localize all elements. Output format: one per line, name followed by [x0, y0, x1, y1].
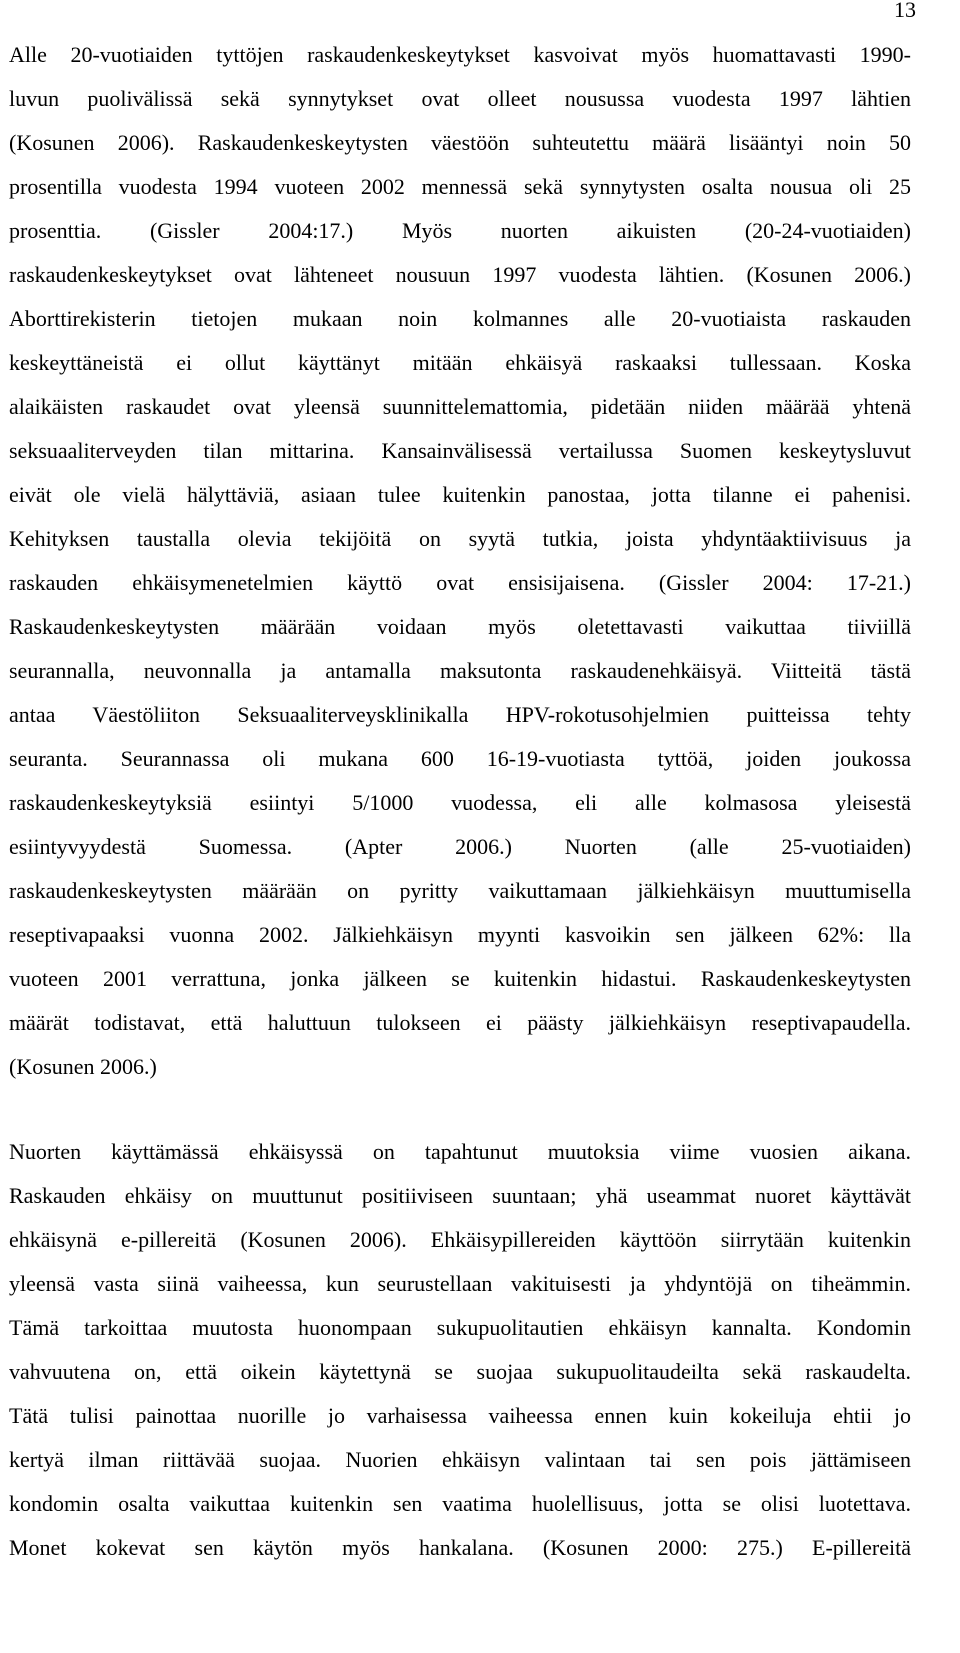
text-line: antaa Väestöliiton Seksuaaliterveysklinikalla HPV-rokotusohjelmien puitteissa tehty: [9, 702, 911, 727]
text-line: prosentilla vuodesta 1994 vuoteen 2002 mennessä sekä synnytysten osalta nousua oli 25: [9, 174, 911, 199]
text-line: vuoteen 2001 verrattuna, jonka jälkeen se kuitenkin hidastui. Raskaudenkeskeytysten: [9, 966, 911, 991]
paragraph-2: [9, 1130, 911, 1570]
text-line: raskaudenkeskeytysten määrään on pyritty vaikuttamaan jälkiehkäisyn muuttumisella: [9, 878, 911, 903]
text-line: Nuorten käyttämässä ehkäisyssä on tapahtunut muutoksia viime vuosien aikana.: [9, 1139, 911, 1164]
paragraph-1: [9, 33, 911, 1089]
text-line: seksuaaliterveyden tilan mittarina. Kansainvälisessä vertailussa Suomen keskeytysluvut: [9, 438, 911, 463]
text-line: yleensä vasta siinä vaiheessa, kun seurustellaan vakituisesti ja yhdyntöjä on tiheämmin.: [9, 1271, 911, 1296]
text-line: määrät todistavat, että haluttuun tulokseen ei päästy jälkiehkäisyn reseptivapaudella.: [9, 1010, 911, 1035]
text-line: prosenttia. (Gissler 2004:17.) Myös nuorten aikuisten (20-24-vuotiaiden): [9, 218, 911, 243]
text-line: raskauden ehkäisymenetelmien käyttö ovat ensisijaisena. (Gissler 2004: 17-21.): [9, 570, 911, 595]
text-line: esiintyvyydestä Suomessa. (Apter 2006.) Nuorten (alle 25-vuotiaiden): [9, 834, 911, 859]
text-line: (Kosunen 2006.): [9, 1054, 157, 1079]
text-line: Tätä tulisi painottaa nuorille jo varhaisessa vaiheessa ennen kuin kokeiluja ehtii jo: [9, 1403, 911, 1428]
text-line: Raskauden ehkäisy on muuttunut positiiviseen suuntaan; yhä useammat nuoret käyttävät: [9, 1183, 911, 1208]
text-line: raskaudenkeskeytyksiä esiintyi 5/1000 vuodessa, eli alle kolmasosa yleisestä: [9, 790, 911, 815]
text-line: eivät ole vielä hälyttäviä, asiaan tulee kuitenkin panostaa, jotta tilanne ei pahenisi.: [9, 482, 911, 507]
text-line: Tämä tarkoittaa muutosta huonompaan sukupuolitautien ehkäisyn kannalta. Kondomin: [9, 1315, 911, 1340]
text-line: Monet kokevat sen käytön myös hankalana. (Kosunen 2000: 275.) E-pillereitä: [9, 1535, 911, 1560]
text-line: seurannalla, neuvonnalla ja antamalla maksutonta raskaudenehkäisyä. Viitteitä tästä: [9, 658, 911, 683]
text-line: Alle 20-vuotiaiden tyttöjen raskaudenkeskeytykset kasvoivat myös huomattavasti 1990-: [9, 42, 911, 67]
text-line: keskeyttäneistä ei ollut käyttänyt mitään ehkäisyä raskaaksi tullessaan. Koska: [9, 350, 911, 375]
text-line: Aborttirekisterin tietojen mukaan noin kolmannes alle 20-vuotiaista raskauden: [9, 306, 911, 331]
text-line: ehkäisynä e-pillereitä (Kosunen 2006). Ehkäisypillereiden käyttöön siirrytään kuitenkin: [9, 1227, 911, 1252]
text-line: vahvuutena on, että oikein käytettynä se suojaa sukupuolitaudeilta sekä raskaudelta.: [9, 1359, 911, 1384]
text-line: Kehityksen taustalla olevia tekijöitä on syytä tutkia, joista yhdyntäaktiivisuus ja: [9, 526, 911, 551]
text-line: seuranta. Seurannassa oli mukana 600 16-19-vuotiasta tyttöä, joiden joukossa: [9, 746, 911, 771]
text-line: alaikäisten raskaudet ovat yleensä suunnittelemattomia, pidetään niiden määrää yhtenä: [9, 394, 911, 419]
text-line: kondomin osalta vaikuttaa kuitenkin sen vaatima huolellisuus, jotta se olisi luotettava.: [9, 1491, 911, 1516]
text-line: (Kosunen 2006). Raskaudenkeskeytysten väestöön suhteutettu määrä lisääntyi noin 50: [9, 130, 911, 155]
text-line: raskaudenkeskeytykset ovat lähteneet nousuun 1997 vuodesta lähtien. (Kosunen 2006.): [9, 262, 911, 287]
text-line: reseptivapaaksi vuonna 2002. Jälkiehkäisyn myynti kasvoikin sen jälkeen 62%: lla: [9, 922, 911, 947]
text-line: Raskaudenkeskeytysten määrään voidaan myös oletettavasti vaikuttaa tiiviillä: [9, 614, 911, 639]
text-line: kertyä ilman riittävää suojaa. Nuorien ehkäisyn valintaan tai sen pois jättämiseen: [9, 1447, 911, 1472]
text-line: luvun puolivälissä sekä synnytykset ovat olleet nousussa vuodesta 1997 lähtien: [9, 86, 911, 111]
page-number: 13: [894, 0, 916, 22]
